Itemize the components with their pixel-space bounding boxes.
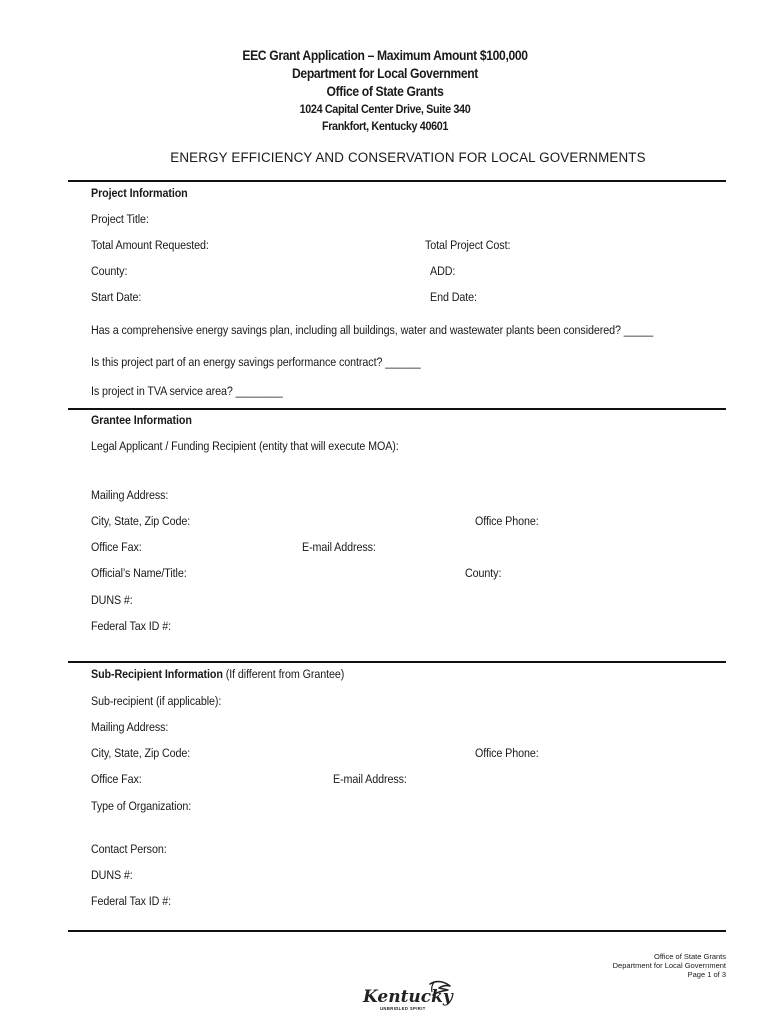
footer-office: Office of State Grants — [654, 952, 726, 961]
subrecipient-heading-text: Sub-Recipient Information — [91, 667, 223, 681]
project-info-heading: Project Information — [91, 186, 188, 200]
subrecipient-heading-note: (If different from Grantee) — [222, 667, 345, 681]
sub-mailing-address-label: Mailing Address: — [91, 720, 169, 734]
footer-department: Department for Local Government — [612, 961, 726, 970]
tva-service-area-question: Is project in TVA service area? ________ — [91, 384, 283, 398]
energy-plan-question: Has a comprehensive energy savings plan, including all buildings, water and wastewater plants been considered? _____ — [91, 323, 654, 337]
grantee-federal-tax-id-label: Federal Tax ID #: — [91, 619, 171, 633]
header-office: Office of State Grants — [326, 84, 444, 99]
total-project-cost-label: Total Project Cost: — [425, 238, 511, 252]
page-title: ENERGY EFFICIENCY AND CONSERVATION FOR LOCAL GOVERNMENTS — [170, 150, 646, 165]
sub-office-phone-label: Office Phone: — [475, 746, 539, 760]
sub-city-state-zip-label: City, State, Zip Code: — [91, 746, 191, 760]
grantee-mailing-address-label: Mailing Address: — [91, 488, 169, 502]
county-label: County: — [91, 264, 128, 278]
contact-person-label: Contact Person: — [91, 842, 167, 856]
sub-federal-tax-id-label: Federal Tax ID #: — [91, 894, 171, 908]
grantee-email-label: E-mail Address: — [302, 540, 376, 554]
sub-office-fax-label: Office Fax: — [91, 772, 142, 786]
grantee-office-phone-label: Office Phone: — [475, 514, 539, 528]
grantee-office-fax-label: Office Fax: — [91, 540, 142, 554]
section-divider — [68, 408, 726, 410]
grantee-duns-label: DUNS #: — [91, 593, 133, 607]
sub-duns-label: DUNS #: — [91, 868, 133, 882]
logo-wordmark: Kentucky — [363, 987, 453, 1007]
header-department: Department for Local Government — [292, 66, 478, 81]
type-of-organization-label: Type of Organization: — [91, 799, 192, 813]
header-street-address: 1024 Capital Center Drive, Suite 340 — [299, 102, 471, 116]
grantee-city-state-zip-label: City, State, Zip Code: — [91, 514, 191, 528]
footer-page-number: Page 1 of 3 — [687, 970, 726, 979]
add-label: ADD: — [430, 264, 456, 278]
sub-email-label: E-mail Address: — [333, 772, 407, 786]
logo-tagline: UNBRIDLED SPIRIT — [380, 1006, 426, 1011]
page-footer — [613, 952, 726, 979]
kentucky-logo-icon — [360, 978, 456, 1014]
section-divider — [68, 661, 726, 663]
total-amount-requested-label: Total Amount Requested: — [91, 238, 209, 252]
grantee-county-label: County: — [465, 566, 502, 580]
officials-name-title-label: Official’s Name/Title: — [91, 566, 187, 580]
end-date-label: End Date: — [430, 290, 477, 304]
start-date-label: Start Date: — [91, 290, 142, 304]
section-divider — [68, 930, 726, 932]
header-application-title: EEC Grant Application – Maximum Amount $100,000 — [242, 48, 528, 63]
sub-recipient-label: Sub-recipient (if applicable): — [91, 694, 222, 708]
legal-applicant-label: Legal Applicant / Funding Recipient (entity that will execute MOA): — [91, 439, 399, 453]
subrecipient-info-heading — [91, 667, 344, 681]
grantee-info-heading: Grantee Information — [91, 413, 192, 427]
section-divider — [68, 180, 726, 182]
performance-contract-question: Is this project part of an energy savings performance contract? ______ — [91, 355, 421, 369]
project-title-label: Project Title: — [91, 212, 149, 226]
header-city-address: Frankfort, Kentucky 40601 — [321, 119, 449, 133]
